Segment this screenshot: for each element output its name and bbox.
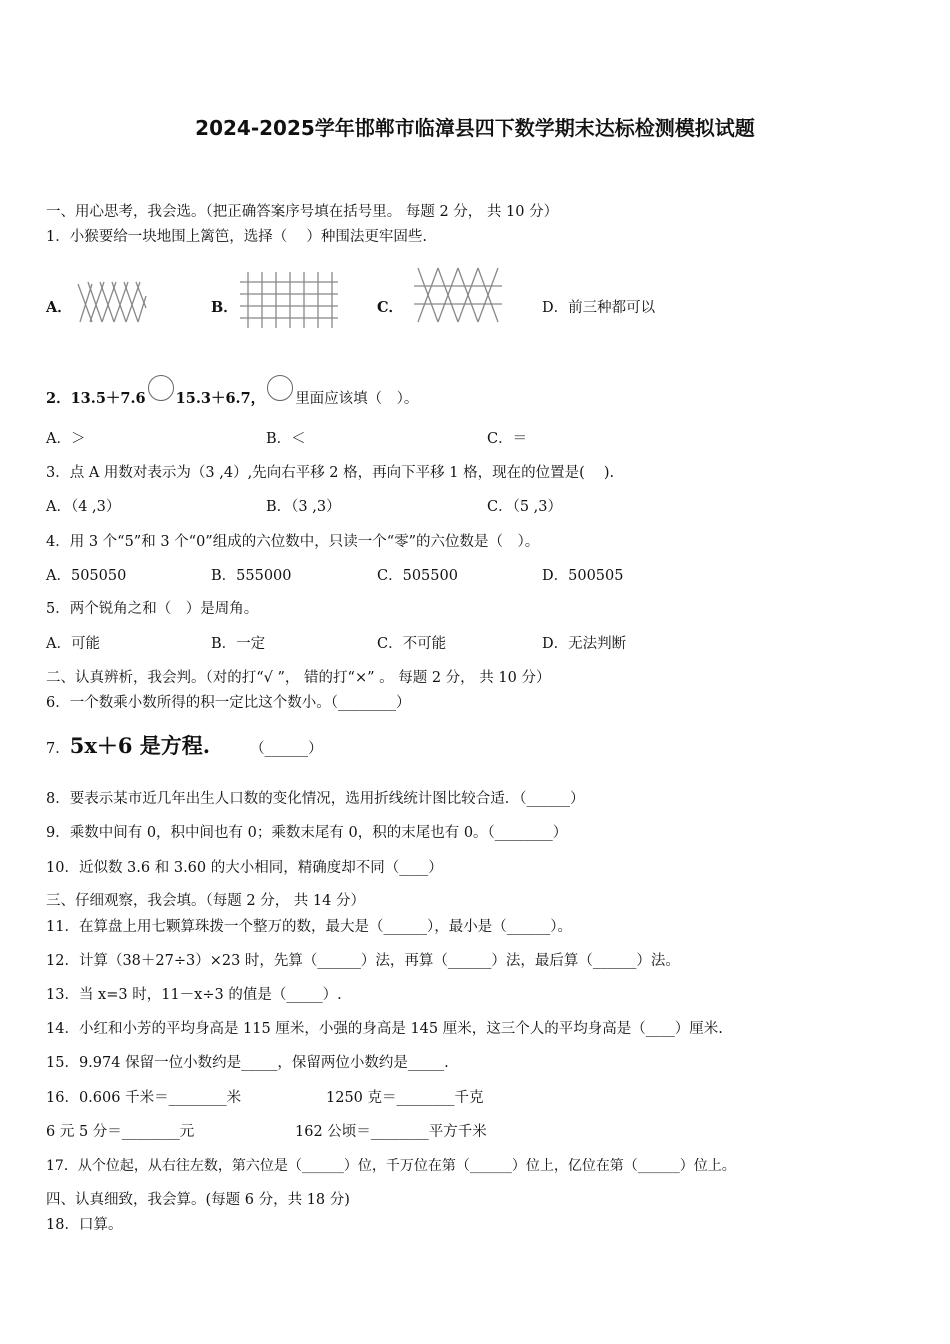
q3-option-a: A．（4 ,3）: [46, 499, 121, 515]
question-16-part-c: 6 元 5 分＝________元: [46, 1124, 195, 1140]
q1-option-b-label: B．: [211, 299, 238, 316]
answer-circle-2: [267, 375, 293, 401]
q1-option-a-label: A．: [46, 299, 72, 316]
question-16-part-b: 1250 克＝________千克: [326, 1090, 484, 1106]
question-17: 17．从个位起，从右往左数，第六位是（______）位，千万位在第（______）位上，亿位在第（______）位上。: [46, 1158, 736, 1174]
question-13: 13．当 x=3 时，11－x÷3 的值是（_____）.: [46, 987, 342, 1003]
q2-option-c: C．＝: [487, 431, 528, 447]
q2-option-a: A．＞: [46, 431, 86, 447]
q3-option-b: B．（3 ,3）: [266, 499, 341, 515]
question-12: 12．计算（38＋27÷3）×23 时，先算（______）法，再算（______）法，最后算（______）法。: [46, 953, 680, 969]
q3-option-c: C．（5 ,3）: [487, 499, 563, 515]
q4-option-a: A．505050: [46, 568, 127, 584]
q4-option-c: C．505500: [377, 568, 458, 584]
q2-option-b: B．＜: [266, 431, 306, 447]
question-2: [46, 383, 418, 409]
section-1-heading: 一、用心思考，我会选。（把正确答案序号填在括号里。 每题 2 分， 共 10 分）: [46, 204, 559, 220]
q4-option-d: D．500505: [542, 568, 624, 584]
q7-blank: （______）: [250, 741, 323, 757]
question-15: 15．9.974 保留一位小数约是_____，保留两位小数约是_____.: [46, 1055, 449, 1071]
question-3: 3．点 A 用数对表示为（3 ,4）,先向右平移 2 格，再向下平移 1 格，现在的位置是( ).: [46, 465, 615, 481]
question-8: 8．要表示某市近几年出生人口数的变化情况，选用折线统计图比较合适．（______）: [46, 791, 585, 807]
q1-option-d: D．前三种都可以: [542, 300, 656, 316]
q5-option-d: D．无法判断: [542, 636, 627, 652]
question-11: 11．在算盘上用七颗算珠拨一个整万的数，最大是（______），最小是（______）。: [46, 919, 572, 935]
question-4: 4．用 3 个“5”和 3 个“0”组成的六位数中，只读一个“零”的六位数是（ ）。: [46, 534, 540, 550]
page-title: 2024-2025学年邯郸市临漳县四下数学期末达标检测模拟试题: [195, 116, 755, 140]
q2-part-1: 2．13.5＋7.6: [46, 390, 146, 407]
q5-option-b: B．一定: [211, 636, 266, 652]
fence-grid-figure: [238, 270, 340, 330]
fence-diagonal-figure: [74, 278, 150, 326]
fence-triangle-figure: [412, 264, 504, 326]
question-18: 18．口算。: [46, 1217, 123, 1233]
q5-option-a: A．可能: [46, 636, 100, 652]
question-10: 10．近似数 3.6 和 3.60 的大小相同，精确度却不同（____）: [46, 860, 443, 876]
question-14: 14．小红和小芳的平均身高是 115 厘米，小强的身高是 145 厘米，这三个人的平均身高是（____）厘米.: [46, 1021, 723, 1037]
q1-option-c-label: C．: [377, 299, 404, 316]
question-7: [46, 733, 323, 759]
question-16-part-d: 162 公顷＝________平方千米: [295, 1124, 487, 1140]
q2-part-2: 15.3＋6.7，: [175, 390, 266, 407]
q4-option-b: B．555000: [211, 568, 292, 584]
question-1: 1．小猴要给一块地围上篱笆，选择（ ）种围法更牢固些.: [46, 229, 427, 245]
answer-circle-1: [148, 375, 174, 401]
question-9: 9．乘数中间有 0，积中间也有 0；乘数末尾有 0，积的末尾也有 0。（________）: [46, 825, 568, 841]
q5-option-c: C．不可能: [377, 636, 447, 652]
section-4-heading: 四、认真细致，我会算。(每题 6 分，共 18 分): [46, 1192, 350, 1208]
question-6: 6．一个数乘小数所得的积一定比这个数小。（________）: [46, 695, 411, 711]
q7-number: 7．: [46, 741, 70, 757]
question-5: 5．两个锐角之和（ ）是周角。: [46, 601, 259, 617]
q2-part-3: 里面应该填（ ）。: [295, 391, 419, 407]
question-16-part-a: 16．0.606 千米＝________米: [46, 1090, 242, 1106]
section-2-heading: 二、认真辨析，我会判。（对的打“√ ”， 错的打“×” 。 每题 2 分， 共 10 分）: [46, 670, 551, 686]
q7-expression: 5x＋6 是方程.: [69, 733, 211, 758]
section-3-heading: 三、仔细观察，我会填。（每题 2 分， 共 14 分）: [46, 893, 365, 909]
